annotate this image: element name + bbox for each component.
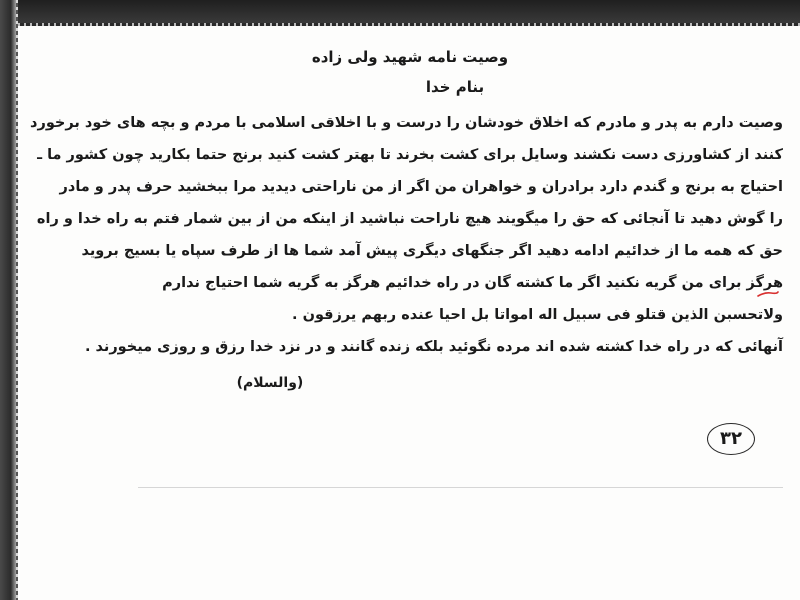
text-line: وصیت دارم به پدر و مادرم که اخلاق خودشان را درست و با اخلاقی اسلامی با مردم و بچه های خود برخورد <box>30 115 783 131</box>
page-number-circle: ۳۲ <box>707 423 755 455</box>
text-line: آنهائی که در راه خدا کشته شده اند مرده نگوئید بلکه زنده گانند و در نزد خدا رزق و روزی میخورند . <box>84 339 783 355</box>
scan-left-border <box>0 0 18 600</box>
text-line: را گوش دهید تا آنجائی که حق را میگویند هیچ ناراحت نباشید از اینکه من از بین شمار فتم به راه خدا و راه <box>36 211 783 227</box>
scan-top-border <box>0 0 800 26</box>
basmala-heading: بنام خدا <box>425 78 485 96</box>
text-line: حق که همه ما از خدائیم ادامه دهید اگر جنگهای دیگری پیش آمد شما ها از طرف سپاه یا بسیج بروید <box>81 243 783 259</box>
text-line: هرگز برای من گریه نکنید اگر ما کشته گان در راه خدائیم هرگز به گریه شما احتیاج ندارم <box>162 275 783 291</box>
text-line: احتیاج به برنج و گندم دارد برادران و خواهران من اگر از من ناراحتی دیدید مرا ببخشید حرف پدر و مادر <box>59 179 783 195</box>
document-page <box>20 26 800 600</box>
closing-salutation: (والسلام) <box>236 375 304 391</box>
text-line: کنند از کشاورزی دست نکشند وسایل برای کشت بخرند تا بهتر کشت کنید برنج حتما بکارید چون کشور ما ـ <box>37 147 783 163</box>
will-text-body <box>30 112 783 368</box>
text-line: ولاتحسبن الذین قتلو فی سبیل اله امواتا بل احیا عنده ربهم یرزقون . <box>292 307 783 323</box>
red-pen-mark-icon <box>757 290 779 298</box>
document-title: وصیت نامه شهید ولی زاده <box>311 48 509 66</box>
page-bottom-rule <box>138 487 783 488</box>
